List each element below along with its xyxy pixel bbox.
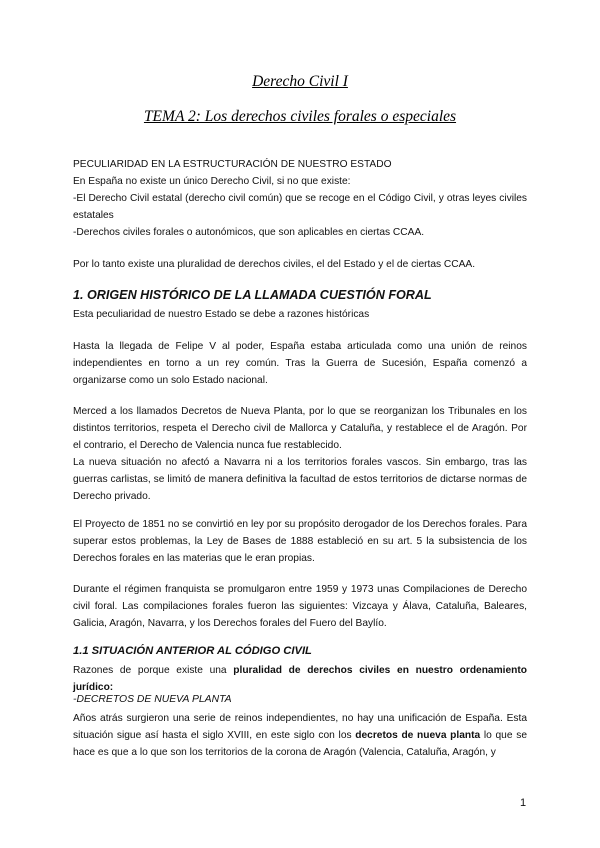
section-1-1-heading: 1.1 SITUACIÓN ANTERIOR AL CÓDIGO CIVIL xyxy=(73,645,312,657)
section-1-intro-block xyxy=(73,306,527,323)
intro-conclusion-block xyxy=(73,256,527,273)
section-1-paragraph-3b: La nueva situación no afectó a Navarra ni a los territorios forales vascos. Sin embargo, tras las guerras carlistas, se limitó de manera definitiva la facultad de estos territorios de dictarse normas de Derecho privado. xyxy=(73,457,527,502)
section-1-1-paragraph-2-text: Años atrás surgieron una serie de reinos independientes, no hay una unificación de España. Esta situación sigue así hasta el siglo XVIII, en este siglo con los xyxy=(73,713,527,741)
section-1-1-paragraph-1-text: Razones de porque existe una xyxy=(73,665,234,676)
intro-line-1: En España no existe un único Derecho Civil, si no que existe: xyxy=(73,176,351,187)
document-subtitle: TEMA 2: Los derechos civiles forales o especiales xyxy=(143,108,457,125)
section-1-1-paragraph-2-tail: lo que se hace es que a lo que son los territorios de la corona de Aragón (Valencia, Cataluña, Aragón, y xyxy=(73,730,527,758)
page-number: 1 xyxy=(520,797,527,809)
section-1-p5-block xyxy=(73,581,527,632)
intro-heading: PECULIARIDAD EN LA ESTRUCTURACIÓN DE NUESTRO ESTADO xyxy=(73,159,392,170)
section-1-1-paragraph-1-bold: pluralidad de derechos civiles en nuestro ordenamiento jurídico: xyxy=(73,665,527,693)
section-1-1-paragraph-2-bold: decretos de nueva planta xyxy=(355,730,481,741)
section-1-p3-block xyxy=(73,403,527,505)
section-1-1-paragraph-1 xyxy=(73,662,527,696)
intro-line-3: -Derechos civiles forales o autonómicos, que son aplicables en ciertas CCAA. xyxy=(73,227,425,238)
section-1-p2-block xyxy=(73,338,527,389)
section-1-1-p1-block xyxy=(73,662,527,696)
section-1-paragraph-2: Hasta la llegada de Felipe V al poder, España estaba articulada como una unión de reinos independientes en torno a un rey común. Tras la Guerra de Sucesión, España comenzó a organizarse como un solo Estado nacional. xyxy=(73,341,527,386)
section-1-paragraph-5: Durante el régimen franquista se promulgaron entre 1959 y 1973 unas Compilaciones de Derecho civil foral. Las compilaciones forales fueron las siguientes: Vizcaya y Álava, Cataluña, Baleares, Galicia, Aragón, Navarra, y los Derechos forales del Fuero del Baylío. xyxy=(73,584,527,629)
section-1-paragraph-3a: Merced a los llamados Decretos de Nueva Planta, por lo que se reorganizan los Tribunales en los distintos territorios, respeta el Derecho civil de Mallorca y Cataluña, y restablece el de Aragón. Por el contrario, el Derecho de Valencia nunca fue restablecido. xyxy=(73,406,527,451)
section-1-paragraph-4: El Proyecto de 1851 no se convirtió en ley por su propósito derogador de los Derechos forales. Para superar estos problemas, la Ley de Bases de 1888 estableció en su art. 5 la subsistencia de los Derechos forales en las materias que le eran propias. xyxy=(73,519,527,564)
section-1-1-p2-block xyxy=(73,710,527,761)
intro-conclusion: Por lo tanto existe una pluralidad de derechos civiles, el del Estado y el de ciertas CCAA. xyxy=(73,259,476,270)
section-1-paragraph-1: Esta peculiaridad de nuestro Estado se debe a razones históricas xyxy=(73,309,370,320)
intro-line-2: -El Derecho Civil estatal (derecho civil común) que se recoge en el Código Civil, y otras leyes civiles estatales xyxy=(73,193,527,221)
section-1-1-paragraph-2 xyxy=(73,710,527,761)
section-1-1-subheading: -DECRETOS DE NUEVA PLANTA xyxy=(73,694,232,705)
document-title: Derecho Civil I xyxy=(252,73,348,90)
section-1-heading: 1. ORIGEN HISTÓRICO DE LA LLAMADA CUESTIÓN FORAL xyxy=(73,288,432,302)
intro-block xyxy=(73,156,527,241)
section-1-p4-block xyxy=(73,516,527,567)
